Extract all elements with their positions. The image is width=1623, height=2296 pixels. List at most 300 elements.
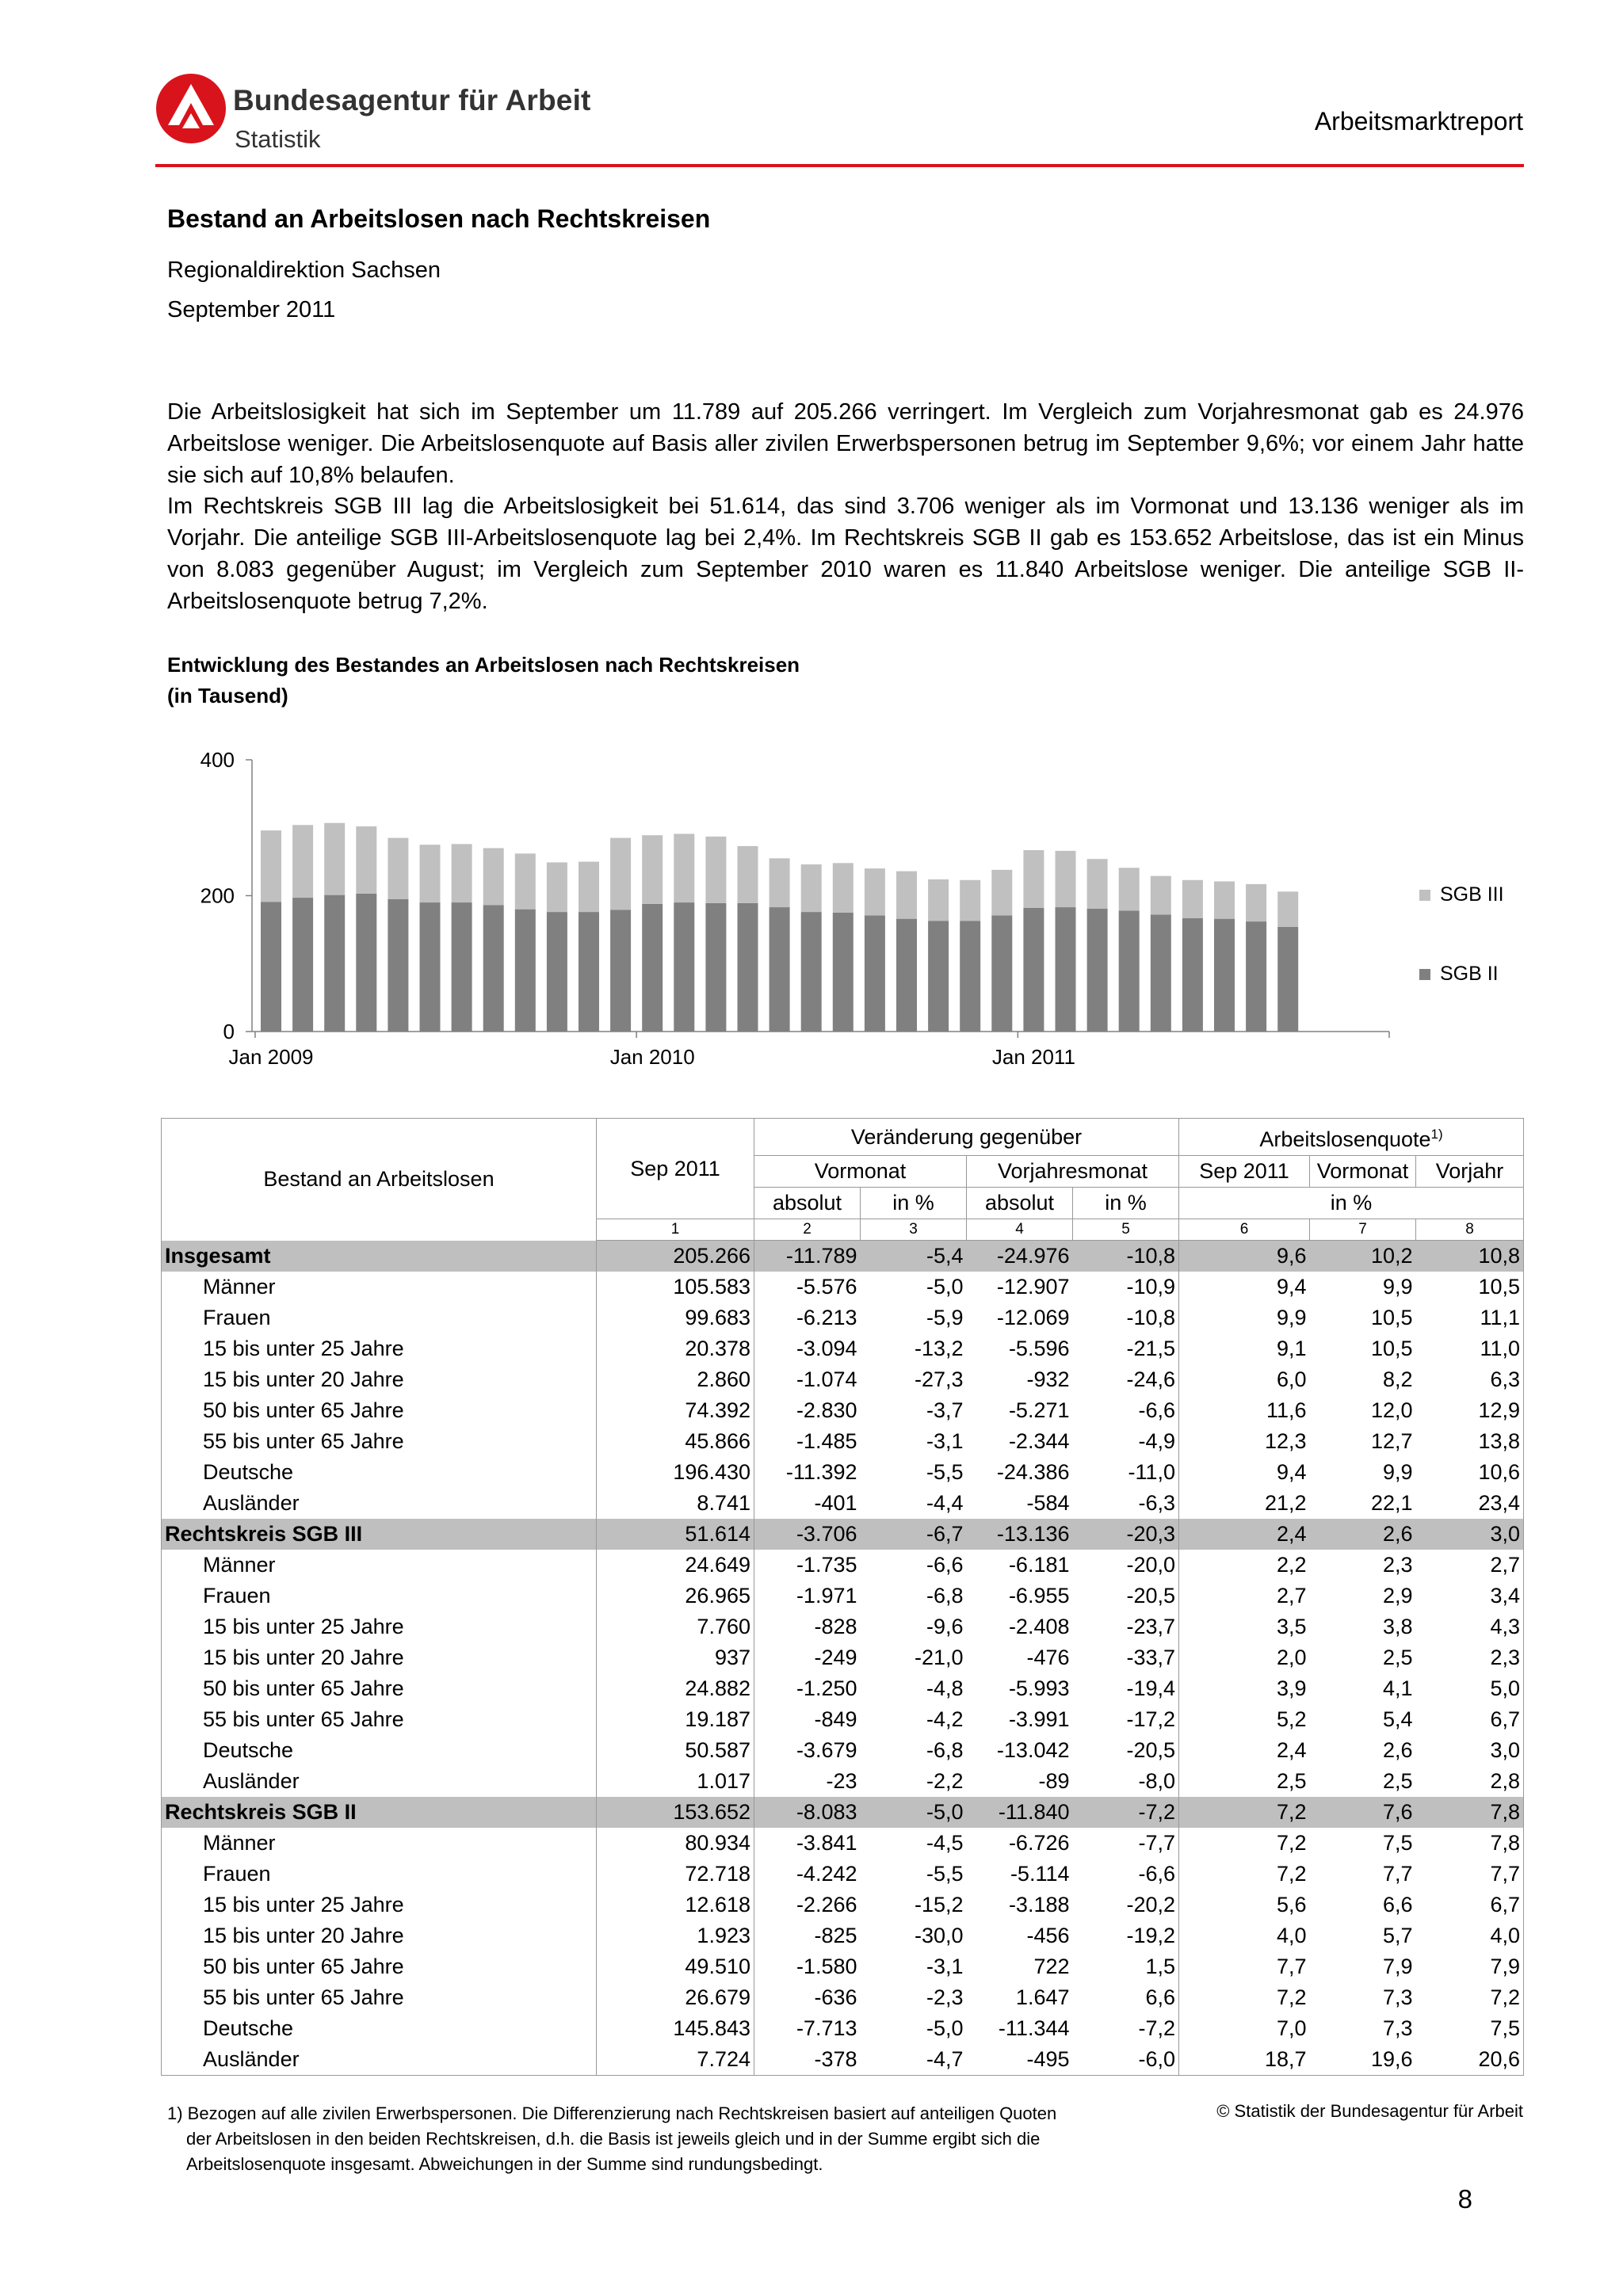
cell-col-6: 18,7 [1179, 2044, 1310, 2076]
bar-sgb-iii [547, 862, 567, 912]
cell-col-6: 2,4 [1179, 1519, 1310, 1550]
cell-col-7: 7,9 [1382, 1955, 1413, 1978]
row-label: 50 bis unter 65 Jahre [162, 1395, 597, 1426]
bar-sgb-iii [515, 853, 536, 909]
cell-col-2: -3.706 [754, 1519, 861, 1550]
bar-sgb-ii [356, 894, 376, 1032]
cell-col-6: 2,2 [1276, 1553, 1307, 1577]
bar-sgb-ii [610, 910, 631, 1032]
cell-col-4: -13.042 [996, 1738, 1070, 1762]
cell-col-3: -2,3 [926, 1985, 964, 2009]
bar-sgb-iii [738, 846, 758, 903]
row-label: 15 bis unter 25 Jahre [162, 1611, 597, 1642]
bar-sgb-ii [865, 915, 885, 1032]
bar-sgb-iii [579, 862, 599, 912]
cell-col-3: -6,6 [926, 1553, 964, 1577]
quote-label: Arbeitslosenquote [1259, 1127, 1431, 1151]
row-label: Frauen [162, 1581, 597, 1611]
bar-sgb-ii [769, 907, 790, 1032]
cell-col-6: 2,7 [1276, 1584, 1307, 1608]
cell-col-6: 7,2 [1276, 1985, 1307, 2009]
cell-col-3: -6,7 [861, 1519, 967, 1550]
bar-sgb-iii [1214, 881, 1235, 918]
cell-col-7: 5,4 [1382, 1707, 1413, 1731]
cell-col-2: -23 [826, 1769, 857, 1793]
cell-col-4: -24.386 [996, 1460, 1070, 1484]
bar-sgb-iii [769, 858, 790, 907]
cell-col-2: -11.392 [785, 1460, 857, 1484]
cell-col-4: -13.136 [967, 1519, 1073, 1550]
bar-sgb-iii [865, 868, 885, 915]
x-tick-label: Jan 2011 [991, 1045, 1075, 1069]
cell-col-3: -5,5 [926, 1862, 964, 1886]
bar-sgb-ii [738, 903, 758, 1032]
cell-col-4: -584 [1026, 1491, 1070, 1515]
cell-col-4: -5.271 [1008, 1398, 1070, 1422]
cell-col-3: -3,1 [926, 1955, 964, 1978]
cell-col-7: 7,3 [1382, 2016, 1413, 2040]
footnote-line-3: Arbeitslosenquote insgesamt. Abweichungen in der Summe sind rundungsbedingt. [186, 2154, 823, 2174]
cell-col-7: 6,6 [1382, 1893, 1413, 1917]
cell-col-2: -7.713 [796, 2016, 857, 2040]
bar-sgb-ii [579, 912, 599, 1032]
cell-col-1: 205.266 [597, 1241, 754, 1272]
cell-col-4: -476 [1026, 1646, 1070, 1669]
bar-sgb-ii [1119, 910, 1140, 1032]
table-row [162, 1704, 1524, 1735]
cell-col-3: -4,8 [926, 1676, 964, 1700]
cell-col-8: 10,6 [1416, 1457, 1524, 1488]
cell-col-2: -1.580 [796, 1955, 857, 1978]
bar-sgb-ii [1214, 919, 1235, 1032]
table-row [162, 1890, 1524, 1920]
bar-sgb-iii [896, 871, 917, 919]
cell-col-6: 7,0 [1276, 2016, 1307, 2040]
bar-sgb-ii [960, 921, 980, 1032]
cell-col-6: 9,4 [1276, 1275, 1307, 1299]
table-body [162, 1241, 1524, 2076]
bar-sgb-ii [261, 902, 281, 1032]
cell-col-3: -21,0 [914, 1646, 964, 1669]
footnote [167, 2101, 1142, 2177]
cell-col-7: 7,3 [1382, 1985, 1413, 2009]
bar-sgb-ii [452, 902, 472, 1032]
cell-col-3: -5,0 [926, 2016, 964, 2040]
cell-col-3: -30,0 [914, 1924, 964, 1947]
cell-col-1: 1.017 [597, 1766, 754, 1797]
cell-col-7: 9,9 [1382, 1275, 1413, 1299]
table-header-q-vorjahr: Vorjahr [1416, 1156, 1524, 1188]
table-row [162, 1611, 1524, 1642]
footnote-line-1: 1) Bezogen auf alle zivilen Erwerbspersonen. Die Differenzierung nach Rechtskreisen basiert auf anteiligen Quoten [167, 2103, 1057, 2123]
cell-col-2: -636 [814, 1985, 857, 2009]
row-label: Insgesamt [162, 1241, 597, 1272]
table-section-row [162, 1241, 1524, 1272]
table-row [162, 2044, 1524, 2076]
cell-col-1: 51.614 [597, 1519, 754, 1550]
cell-col-1: 72.718 [597, 1859, 754, 1890]
table-header-absolut-1: absolut [754, 1188, 861, 1219]
cell-col-4: 1.647 [1015, 1985, 1070, 2009]
cell-col-1: 12.618 [597, 1890, 754, 1920]
cell-col-7: 7,5 [1382, 1831, 1413, 1855]
cell-col-6: 7,2 [1276, 1862, 1307, 1886]
bar-sgb-ii [991, 915, 1012, 1032]
cell-col-5: 1,5 [1073, 1951, 1179, 1982]
row-label: Frauen [162, 1302, 597, 1333]
cell-col-1: 20.378 [597, 1333, 754, 1364]
cell-col-3: -4,2 [926, 1707, 964, 1731]
table-row [162, 1920, 1524, 1951]
table-row [162, 1581, 1524, 1611]
table-header-inpct-3: in % [1179, 1188, 1524, 1219]
bar-sgb-iii [833, 863, 854, 913]
cell-col-8: 3,0 [1416, 1519, 1524, 1550]
cell-col-8: 7,8 [1416, 1828, 1524, 1859]
table-header-veraenderung: Veränderung gegenüber [754, 1119, 1179, 1156]
cell-col-1: 49.510 [597, 1951, 754, 1982]
col-number: 2 [754, 1219, 861, 1241]
cell-col-1: 8.741 [597, 1488, 754, 1519]
cell-col-8: 7,7 [1416, 1859, 1524, 1890]
cell-col-7: 2,3 [1382, 1553, 1413, 1577]
col-number: 5 [1073, 1219, 1179, 1241]
cell-col-6: 12,3 [1264, 1429, 1307, 1453]
cell-col-2: -3.841 [796, 1831, 857, 1855]
bar-sgb-ii [1246, 921, 1266, 1032]
cell-col-4: -3.991 [1008, 1707, 1070, 1731]
bar-sgb-ii [928, 921, 949, 1032]
bar-sgb-iii [991, 870, 1012, 915]
cell-col-4: -24.976 [967, 1241, 1073, 1272]
cell-col-7: 10,5 [1370, 1306, 1413, 1329]
report-name: Arbeitsmarktreport [1314, 107, 1523, 135]
cell-col-5: -19,4 [1073, 1673, 1179, 1704]
row-label: Männer [162, 1828, 597, 1859]
cell-col-5: -19,2 [1073, 1920, 1179, 1951]
cell-col-8: 6,7 [1416, 1890, 1524, 1920]
cell-col-1: 26.679 [597, 1982, 754, 2013]
bar-sgb-iii [801, 864, 822, 912]
row-label: 15 bis unter 20 Jahre [162, 1364, 597, 1395]
row-label: Ausländer [162, 1488, 597, 1519]
bar-sgb-ii [1277, 927, 1298, 1032]
bar-sgb-iii [1023, 850, 1044, 908]
cell-col-5: -8,0 [1073, 1766, 1179, 1797]
bar-sgb-ii [833, 913, 854, 1032]
col-number: 3 [861, 1219, 967, 1241]
cell-col-3: -6,8 [926, 1584, 964, 1608]
org-subtitle: Statistik [235, 125, 321, 153]
cell-col-3: -5,9 [926, 1306, 964, 1329]
cell-col-5: -7,2 [1073, 2013, 1179, 2044]
cell-col-4: -11.344 [998, 2016, 1070, 2040]
chart-title-line-1: Entwicklung des Bestandes an Arbeitslosen nach Rechtskreisen [167, 653, 800, 677]
cell-col-6: 4,0 [1276, 1924, 1307, 1947]
cell-col-6: 3,5 [1276, 1615, 1307, 1638]
cell-col-5: -20,2 [1073, 1890, 1179, 1920]
cell-col-1: 45.866 [597, 1426, 754, 1457]
row-label: 15 bis unter 20 Jahre [162, 1920, 597, 1951]
table-header-q-sep: Sep 2011 [1179, 1156, 1310, 1188]
cell-col-8: 23,4 [1416, 1488, 1524, 1519]
bar-sgb-ii [1056, 907, 1076, 1032]
table-row [162, 1766, 1524, 1797]
table-row [162, 1333, 1524, 1364]
table-header-inpct-1: in % [861, 1188, 967, 1219]
cell-col-7: 5,7 [1382, 1924, 1413, 1947]
cell-col-4: -5.114 [1010, 1862, 1070, 1886]
cell-col-3: -4,4 [926, 1491, 964, 1515]
cell-col-4: -6.955 [1008, 1584, 1070, 1608]
cell-col-8: 12,9 [1416, 1395, 1524, 1426]
cell-col-5: -17,2 [1073, 1704, 1179, 1735]
cell-col-7: 7,6 [1310, 1797, 1416, 1828]
cell-col-6: 21,2 [1264, 1491, 1307, 1515]
cell-col-1: 145.843 [597, 2013, 754, 2044]
cell-col-8: 2,3 [1416, 1642, 1524, 1673]
cell-col-8: 7,5 [1416, 2013, 1524, 2044]
bar-sgb-iii [1056, 851, 1076, 907]
row-label: 15 bis unter 25 Jahre [162, 1890, 597, 1920]
bar-sgb-ii [324, 895, 345, 1032]
row-label: Deutsche [162, 1457, 597, 1488]
chart-title-line-2: (in Tausend) [167, 684, 288, 707]
cell-col-7: 12,0 [1370, 1398, 1413, 1422]
row-label: 15 bis unter 20 Jahre [162, 1642, 597, 1673]
cell-col-8: 13,8 [1416, 1426, 1524, 1457]
bar-sgb-ii [388, 899, 408, 1032]
bar-sgb-iii [642, 835, 663, 904]
table-header-absolut-2: absolut [967, 1188, 1073, 1219]
cell-col-3: -2,2 [926, 1769, 964, 1793]
org-name: Bundesagentur für Arbeit [233, 84, 591, 116]
cell-col-2: -828 [814, 1615, 857, 1638]
table-row [162, 1272, 1524, 1302]
cell-col-6: 9,9 [1276, 1306, 1307, 1329]
bar-sgb-ii [1182, 918, 1203, 1032]
cell-col-5: 6,6 [1073, 1982, 1179, 2013]
row-label: 15 bis unter 25 Jahre [162, 1333, 597, 1364]
row-label: 50 bis unter 65 Jahre [162, 1673, 597, 1704]
cell-col-3: -15,2 [914, 1893, 964, 1917]
x-tick-label: Jan 2009 [228, 1045, 314, 1069]
table-row [162, 1426, 1524, 1457]
cell-col-3: -4,7 [861, 2044, 967, 2076]
bar-sgb-ii [547, 912, 567, 1032]
row-label: Deutsche [162, 2013, 597, 2044]
cell-col-2: -401 [814, 1491, 857, 1515]
cell-col-3: -6,8 [926, 1738, 964, 1762]
bar-sgb-ii [420, 902, 441, 1032]
cell-col-6: 3,9 [1276, 1676, 1307, 1700]
data-table [161, 1118, 1524, 2076]
cell-col-4: -11.840 [967, 1797, 1073, 1828]
cell-col-2: -1.074 [796, 1367, 857, 1391]
cell-col-6: 7,7 [1276, 1955, 1307, 1978]
row-label: Frauen [162, 1859, 597, 1890]
cell-col-8: 7,9 [1416, 1951, 1524, 1982]
cell-col-4: -12.907 [996, 1275, 1070, 1299]
row-label: Rechtskreis SGB II [162, 1797, 597, 1828]
bar-sgb-iii [1246, 884, 1266, 921]
cell-col-6: 5,2 [1276, 1707, 1307, 1731]
cell-col-6: 2,5 [1276, 1769, 1307, 1793]
bar-sgb-iii [261, 830, 281, 902]
bar-sgb-ii [674, 902, 694, 1032]
cell-col-4: -12.069 [996, 1306, 1070, 1329]
cell-col-5: -33,7 [1073, 1642, 1179, 1673]
cell-col-8: 5,0 [1416, 1673, 1524, 1704]
cell-col-4: -6.181 [1008, 1553, 1070, 1577]
cell-col-8: 4,0 [1416, 1920, 1524, 1951]
region-label: Regionaldirektion Sachsen [167, 257, 441, 283]
cell-col-5: -23,7 [1073, 1611, 1179, 1642]
cell-col-1: 196.430 [597, 1457, 754, 1488]
cell-col-5: -20,5 [1073, 1581, 1179, 1611]
cell-col-1: 1.923 [597, 1920, 754, 1951]
row-label: Männer [162, 1272, 597, 1302]
table-header-inpct-2: in % [1073, 1188, 1179, 1219]
cell-col-7: 2,5 [1382, 1769, 1413, 1793]
cell-col-2: -2.266 [796, 1893, 857, 1917]
bar-sgb-ii [642, 904, 663, 1032]
cell-col-6: 9,4 [1276, 1460, 1307, 1484]
cell-col-1: 937 [597, 1642, 754, 1673]
cell-col-8: 6,3 [1416, 1364, 1524, 1395]
table-row [162, 1673, 1524, 1704]
bar-sgb-iii [483, 848, 504, 905]
cell-col-4: -495 [967, 2044, 1073, 2076]
cell-col-8: 6,7 [1416, 1704, 1524, 1735]
y-tick-label: 0 [223, 1020, 235, 1043]
cell-col-7: 2,6 [1310, 1519, 1416, 1550]
col-number: 8 [1416, 1219, 1524, 1241]
footnote-line-2: der Arbeitslosen in den beiden Rechtskreisen, d.h. die Basis ist jeweils gleich und in der Summe ergibt sich die [186, 2129, 1041, 2149]
legend-label: SGB II [1440, 963, 1499, 985]
cell-col-8: 2,8 [1416, 1766, 1524, 1797]
cell-col-4: -89 [1038, 1769, 1070, 1793]
cell-col-8: 4,3 [1416, 1611, 1524, 1642]
cell-col-2: -1.735 [796, 1553, 857, 1577]
cell-col-1: 24.882 [597, 1673, 754, 1704]
bar-sgb-ii [292, 898, 313, 1032]
bar-sgb-iii [674, 833, 694, 902]
cell-col-6: 5,6 [1276, 1893, 1307, 1917]
cell-col-3: -5,5 [926, 1460, 964, 1484]
bar-sgb-iii [928, 879, 949, 921]
row-label: 55 bis unter 65 Jahre [162, 1982, 597, 2013]
table-header-sep: Sep 2011 [597, 1119, 754, 1219]
page-title: Bestand an Arbeitslosen nach Rechtskreisen [167, 204, 711, 233]
copyright: © Statistik der Bundesagentur für Arbeit [1216, 2101, 1523, 2121]
bar-sgb-iii [610, 838, 631, 910]
cell-col-7: 3,8 [1382, 1615, 1413, 1638]
cell-col-4: -2.408 [1008, 1615, 1070, 1638]
col-number: 6 [1179, 1219, 1310, 1241]
table-row [162, 1859, 1524, 1890]
table-section-row [162, 1519, 1524, 1550]
cell-col-5: -10,8 [1073, 1302, 1179, 1333]
bar-sgb-ii [1151, 915, 1171, 1032]
chart-title [167, 650, 800, 711]
cell-col-8: 11,1 [1416, 1302, 1524, 1333]
row-label: Ausländer [162, 2044, 597, 2076]
cell-col-2: -1.971 [796, 1584, 857, 1608]
cell-col-5: -21,5 [1073, 1333, 1179, 1364]
bar-sgb-iii [452, 844, 472, 902]
table-row [162, 1395, 1524, 1426]
x-tick-label: Jan 2010 [609, 1045, 695, 1069]
row-label: 55 bis unter 65 Jahre [162, 1704, 597, 1735]
cell-col-5: -10,9 [1073, 1272, 1179, 1302]
cell-col-5: -6,6 [1073, 1859, 1179, 1890]
cell-col-4: 722 [1033, 1955, 1070, 1978]
cell-col-5: -6,6 [1073, 1395, 1179, 1426]
cell-col-7: 10,5 [1370, 1337, 1413, 1360]
bar-sgb-iii [356, 826, 376, 894]
cell-col-6: 11,6 [1266, 1398, 1307, 1422]
table-header-row-label: Bestand an Arbeitslosen [162, 1119, 597, 1241]
cell-col-1: 7.724 [597, 2044, 754, 2076]
cell-col-7: 2,9 [1382, 1584, 1413, 1608]
cell-col-7: 10,2 [1310, 1241, 1416, 1272]
cell-col-5: -7,7 [1073, 1828, 1179, 1859]
cell-col-4: -456 [1026, 1924, 1070, 1947]
cell-col-8: 10,8 [1416, 1241, 1524, 1272]
summary-paragraph-2: Im Rechtskreis SGB III lag die Arbeitslosigkeit bei 51.614, das sind 3.706 weniger als im Vormonat und 13.136 weniger als im Vorjahr. Die anteilige SGB III-Arbeitslosenquote lag bei 2,4%. Im Rechtskreis SGB II gab es 153.652 Arbeitslose, das ist ein Minus von 8.083 gegenüber August; im Vergleich zum September 2010 waren es 11.840 Arbeitslose weniger. Die anteilige SGB II-Arbeitslosenquote betrug 7,2%. [167, 494, 1524, 614]
cell-col-5: -10,8 [1073, 1241, 1179, 1272]
cell-col-8: 10,5 [1416, 1272, 1524, 1302]
header-divider [155, 164, 1524, 167]
chart-bars [261, 823, 1298, 1032]
cell-col-6: 6,0 [1276, 1367, 1307, 1391]
cell-col-5: -20,3 [1073, 1519, 1179, 1550]
cell-col-1: 74.392 [597, 1395, 754, 1426]
cell-col-2: -5.576 [796, 1275, 857, 1299]
cell-col-7: 4,1 [1382, 1676, 1413, 1700]
cell-col-3: -3,7 [926, 1398, 964, 1422]
bar-sgb-ii [515, 910, 536, 1032]
cell-col-2: -378 [754, 2044, 861, 2076]
cell-col-6: 7,2 [1276, 1831, 1307, 1855]
table-row [162, 1951, 1524, 1982]
table-header-quote [1179, 1119, 1524, 1156]
table-row [162, 1642, 1524, 1673]
col-number: 4 [967, 1219, 1073, 1241]
cell-col-7: 22,1 [1370, 1491, 1413, 1515]
col-number: 1 [597, 1219, 754, 1241]
bar-sgb-ii [1023, 908, 1044, 1032]
row-label: Deutsche [162, 1735, 597, 1766]
table-row [162, 1550, 1524, 1581]
chart-legend [1419, 883, 1504, 985]
cell-col-8: 7,8 [1416, 1797, 1524, 1828]
ba-logo-icon [155, 73, 227, 144]
bar-sgb-iii [292, 825, 313, 898]
bar-sgb-iii [1277, 891, 1298, 927]
table-section-row [162, 1797, 1524, 1828]
table-row [162, 1488, 1524, 1519]
cell-col-5: -4,9 [1073, 1426, 1179, 1457]
cell-col-7: 9,9 [1382, 1460, 1413, 1484]
bar-sgb-iii [705, 837, 726, 903]
row-label: 55 bis unter 65 Jahre [162, 1426, 597, 1457]
quote-footnote-mark: 1) [1430, 1127, 1443, 1142]
table-row [162, 1302, 1524, 1333]
bar-sgb-ii [801, 912, 822, 1032]
cell-col-3: -9,6 [926, 1615, 964, 1638]
